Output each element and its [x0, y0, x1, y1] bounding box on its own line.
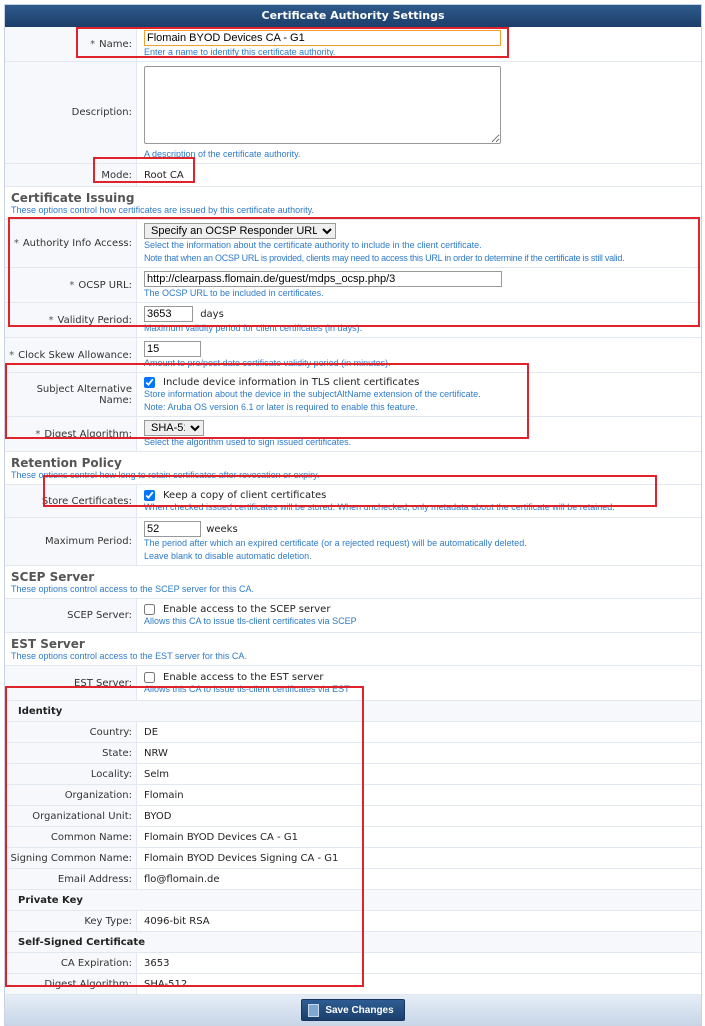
- section-desc: These options control how certificates are issued by this certificate authority.: [11, 205, 314, 215]
- info-value: SHA-512: [144, 979, 188, 990]
- info-label: Digest Algorithm:: [44, 978, 132, 990]
- digest-label: Digest Algorithm:: [44, 428, 132, 440]
- mode-row: [5, 164, 701, 187]
- required-mark: *: [9, 349, 15, 361]
- info-row: [5, 806, 701, 827]
- name-row: [5, 27, 701, 62]
- store-label: Store Certificates:: [41, 495, 132, 507]
- digest-select[interactable]: [144, 420, 204, 436]
- max-period-row: [5, 518, 701, 566]
- san-checkbox[interactable]: [144, 377, 155, 388]
- name-hint: Enter a name to identify this certificate authority.: [144, 47, 336, 57]
- san-label: Subject Alternative Name:: [36, 383, 132, 406]
- san-option-label: Include device information in TLS client certificates: [163, 376, 420, 388]
- section-desc: These options control how long to retain certificates after revocation or expiry.: [11, 470, 320, 480]
- required-mark: *: [35, 428, 41, 440]
- est-row: [5, 666, 701, 701]
- max-period-label: Maximum Period:: [44, 536, 132, 547]
- info-label: Signing Common Name:: [10, 852, 132, 864]
- validity-label: Validity Period:: [57, 314, 132, 326]
- san-hint: Store information about the device in the subjectAltName extension of the certificate.: [144, 388, 481, 399]
- scep-hint: Allows this CA to issue tls-client certificates via SCEP: [144, 616, 357, 626]
- clock-skew-hint: Amount to pre/post date certificate validity period (in minutes).: [144, 358, 391, 368]
- store-hint: When checked issued certificates will be stored. When unchecked, only metadata about the certificate will be retained.: [144, 501, 615, 512]
- clock-skew-label: Clock Skew Allowance:: [18, 349, 132, 361]
- validity-row: [5, 303, 701, 338]
- info-label: Key Type:: [84, 915, 132, 927]
- scep-option-label: Enable access to the SCEP server: [163, 604, 331, 615]
- ocsp-hint: The OCSP URL to be included in certificates.: [144, 288, 324, 298]
- ocsp-row: [5, 268, 701, 303]
- ocsp-url-input[interactable]: [144, 271, 502, 287]
- store-checkbox[interactable]: [144, 490, 155, 501]
- info-row: [5, 827, 701, 848]
- name-input[interactable]: [144, 30, 501, 46]
- info-row: [5, 869, 701, 890]
- max-period-hint: The period after which an expired certificate (or a rejected request) will be automatically deleted.: [144, 538, 527, 548]
- retention-policy-section: [5, 452, 701, 485]
- info-value: Selm: [144, 769, 170, 780]
- required-mark: *: [48, 314, 54, 326]
- clock-skew-row: [5, 338, 701, 373]
- info-row: [5, 743, 701, 764]
- digest-hint: Select the algorithm used to sign issued certificates.: [144, 437, 352, 447]
- save-disk-icon: [308, 1004, 319, 1017]
- info-row: [5, 848, 701, 869]
- aia-row: [5, 220, 701, 268]
- self-signed-heading: Self-Signed Certificate: [5, 932, 701, 953]
- info-label: CA Expiration:: [60, 957, 132, 969]
- section-title: Retention Policy: [11, 456, 122, 470]
- validity-unit: days: [200, 309, 224, 320]
- info-label: Organizational Unit:: [32, 810, 132, 822]
- mode-label: Mode:: [101, 169, 132, 181]
- scep-checkbox[interactable]: [144, 604, 155, 615]
- est-option-label: Enable access to the EST server: [163, 671, 324, 683]
- est-hint: Allows this CA to issue tls-client certificates via EST: [144, 683, 350, 694]
- info-label: Organization:: [64, 789, 132, 801]
- aia-note: Note that when an OCSP URL is provided, clients may need to access this URL in order to determine if the certificate is still valid.: [144, 253, 625, 263]
- san-row: [5, 373, 701, 417]
- certificate-issuing-section: [5, 187, 701, 220]
- aia-hint: Select the information about the certificate authority to include in the client certificate.: [144, 240, 482, 250]
- description-textarea[interactable]: [144, 66, 501, 144]
- info-value: Flomain: [144, 790, 184, 801]
- scep-row: [5, 599, 701, 633]
- description-label: Description:: [71, 107, 132, 118]
- info-row: [5, 764, 701, 785]
- section-desc: These options control access to the SCEP server for this CA.: [11, 584, 254, 594]
- info-value: 4096-bit RSA: [144, 916, 210, 927]
- section-title: SCEP Server: [11, 570, 95, 584]
- max-period-unit: weeks: [206, 524, 238, 535]
- clock-skew-input[interactable]: [144, 341, 201, 357]
- est-checkbox[interactable]: [144, 672, 155, 683]
- info-value: BYOD: [144, 811, 172, 822]
- description-row: [5, 62, 701, 164]
- scep-section: [5, 566, 701, 599]
- info-value: Flomain BYOD Devices Signing CA - G1: [144, 853, 339, 864]
- info-row: [5, 722, 701, 743]
- form-title: Certificate Authority Settings: [5, 5, 701, 27]
- section-desc: These options control access to the EST server for this CA.: [11, 651, 247, 661]
- description-hint: A description of the certificate authority.: [144, 148, 301, 159]
- required-mark: *: [90, 38, 96, 50]
- aia-label: Authority Info Access:: [22, 238, 132, 249]
- mode-value: Root CA: [144, 170, 184, 181]
- section-title: Certificate Issuing: [11, 191, 135, 205]
- name-label: Name:: [99, 38, 132, 50]
- digest-row: [5, 417, 701, 452]
- required-mark: *: [69, 279, 75, 291]
- info-row: [5, 911, 701, 932]
- section-title: EST Server: [11, 637, 85, 651]
- info-value: NRW: [144, 748, 168, 759]
- info-row: [5, 974, 701, 995]
- max-period-input[interactable]: [144, 521, 201, 537]
- save-changes-button[interactable]: [301, 999, 404, 1021]
- save-label: Save Changes: [325, 1004, 394, 1016]
- info-row: [5, 785, 701, 806]
- est-label: EST Server:: [74, 677, 132, 689]
- san-note: Note: Aruba OS version 6.1 or later is required to enable this feature.: [144, 401, 418, 412]
- form-footer: [5, 995, 701, 1025]
- max-period-note: Leave blank to disable automatic deletion.: [144, 551, 312, 561]
- ocsp-label: OCSP URL:: [78, 279, 132, 291]
- info-label: Common Name:: [50, 831, 132, 843]
- store-option-label: Keep a copy of client certificates: [163, 489, 327, 501]
- ca-settings-form: [4, 4, 702, 1026]
- info-value: Flomain BYOD Devices CA - G1: [144, 832, 298, 843]
- store-certificates-row: [5, 485, 701, 518]
- info-value: 3653: [144, 958, 170, 969]
- est-section: [5, 633, 701, 666]
- info-label: Email Address:: [57, 873, 132, 885]
- scep-label: SCEP Server:: [67, 610, 132, 621]
- identity-heading: Identity: [5, 701, 701, 722]
- aia-select[interactable]: [144, 223, 336, 239]
- validity-hint: Maximum validity period for client certificates (in days).: [144, 323, 363, 333]
- info-label: State:: [102, 747, 132, 759]
- info-row: [5, 953, 701, 974]
- validity-input[interactable]: [144, 306, 193, 322]
- info-value: flo@flomain.de: [144, 874, 220, 885]
- info-label: Country:: [89, 726, 132, 738]
- info-value: DE: [144, 727, 159, 738]
- info-label: Locality:: [90, 768, 132, 780]
- private-key-heading: Private Key: [5, 890, 701, 911]
- required-mark: *: [13, 238, 19, 249]
